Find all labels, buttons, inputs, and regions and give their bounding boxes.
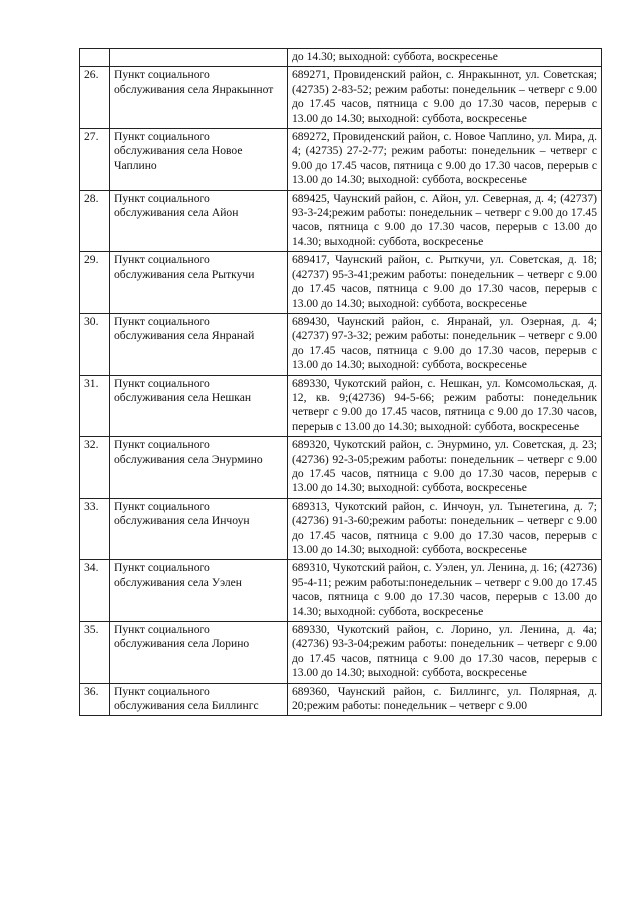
row-number: 32. [80,437,110,499]
facility-name: Пункт социального обслуживания села Айон [110,190,288,252]
table-row-continued [80,49,602,67]
facility-details: 689360, Чаунский район, с. Биллингс, ул. Полярная, д. 20;режим работы: понедельник – четверг с 9.00 [288,683,602,716]
facility-details: 689330, Чукотский район, с. Нешкан, ул. Комсомольская, д. 12, кв. 9;(42736) 94-5-66; режим работы: понедельник четверг с 9.00 до 17.45 часов, пятница с 9.00 до 17.30 часов, перерыв с 13.00 до 14.30; выходной: суббота, воскресенье [288,375,602,437]
services-table-body [80,49,602,716]
facility-details: 689313, Чукотский район, с. Инчоун, ул. Тынетегина, д. 7;(42736) 91-3-60;режим работы: понедельник – четверг с 9.00 до 17.45 часов, пятница с 9.00 до 17.30 часов, перерыв с 13.00 до 14.30; выходной: суббота, воскресенье [288,498,602,560]
row-number: 30. [80,313,110,375]
row-number: 29. [80,252,110,314]
table-row [80,683,602,716]
row-number: 26. [80,67,110,129]
facility-details: 689330, Чукотский район, с. Лорино, ул. Ленина, д. 4а;(42736) 93-3-04;режим работы: понедельник – четверг с 9.00 до 17.45 часов, пятница с 9.00 до 17.30 часов, перерыв с 13.00 до 14.30; выходной: суббота, воскресенье [288,622,602,684]
facility-details: 689425, Чаунский район, с. Айон, ул. Северная, д. 4; (42737) 93-3-24;режим работы: понедельник – четверг с 9.00 до 17.45 часов, пятница с 9.00 до 17.30 часов, перерыв с 13.00 до 14.30; выходной: суббота, воскресенье [288,190,602,252]
row-number: 33. [80,498,110,560]
facility-name: Пункт социального обслуживания села Уэлен [110,560,288,622]
facility-details: 689417, Чаунский район, с. Рыткучи, ул. Советская, д. 18;(42737) 95-3-41;режим работы: понедельник – четверг с 9.00 до 17.45 часов, пятница с 9.00 до 17.30 часов, перерыв с 13.00 до 14.30; выходной: суббота, воскресенье [288,252,602,314]
facility-details: 689271, Провиденский район, с. Янракыннот, ул. Советская;(42735) 2-83-52; режим работы: понедельник – четверг с 9.00 до 17.45 часов, пятница с 9.00 до 17.30 часов, перерыв с 13.00 до 14.30; выходной: суббота, воскресенье [288,67,602,129]
table-row [80,375,602,437]
facility-name: Пункт социального обслуживания села Янранай [110,313,288,375]
facility-details: 689430, Чаунский район, с. Янранай, ул. Озерная, д. 4; (42737) 97-3-32; режим работы: понедельник – четверг с 9.00 до 17.45 часов, пятница с 9.00 до 17.30 часов, перерыв с 13.00 до 14.30; выходной: суббота, воскресенье [288,313,602,375]
facility-name: Пункт социального обслуживания села Нешкан [110,375,288,437]
row-number: 36. [80,683,110,716]
facility-name [110,49,288,67]
table-row [80,252,602,314]
table-row [80,67,602,129]
table-row [80,313,602,375]
services-table [79,48,602,716]
facility-name: Пункт социального обслуживания села Рыткучи [110,252,288,314]
facility-name: Пункт социального обслуживания села Лорино [110,622,288,684]
table-row [80,560,602,622]
facility-name: Пункт социального обслуживания села Энурмино [110,437,288,499]
facility-name: Пункт социального обслуживания села Янракыннот [110,67,288,129]
table-row [80,190,602,252]
facility-details: 689310, Чукотский район, с. Уэлен, ул. Ленина, д. 16; (42736) 95-4-11; режим работы:понедельник – четверг с 9.00 до 17.45 часов, пятница с 9.00 до 17.30 часов, перерыв с 13.00 до 14.30; выходной: суббота, воскресенье [288,560,602,622]
row-number: 28. [80,190,110,252]
row-number: 35. [80,622,110,684]
table-row [80,622,602,684]
facility-name: Пункт социального обслуживания села Инчоун [110,498,288,560]
table-row [80,498,602,560]
table-row [80,437,602,499]
facility-name: Пункт социального обслуживания села Биллингс [110,683,288,716]
row-number: 34. [80,560,110,622]
table-row [80,129,602,191]
facility-details: 689320, Чукотский район, с. Энурмино, ул. Советская, д. 23;(42736) 92-3-05;режим работы: понедельник – четверг с 9.00 до 17.45 часов, пятница с 9.00 до 17.30 часов, перерыв с 13.00 до 14.30; выходной: суббота, воскресенье [288,437,602,499]
facility-name: Пункт социального обслуживания села Новое Чаплино [110,129,288,191]
facility-details: до 14.30; выходной: суббота, воскресенье [288,49,602,67]
row-number [80,49,110,67]
row-number: 27. [80,129,110,191]
facility-details: 689272, Провиденский район, с. Новое Чаплино, ул. Мира, д. 4; (42735) 27-2-77; режим работы: понедельник – четверг с 9.00 до 17.45 часов, пятница с 9.00 до 17.30 часов, перерыв с 13.00 до 14.30; выходной: суббота, воскресенье [288,129,602,191]
row-number: 31. [80,375,110,437]
